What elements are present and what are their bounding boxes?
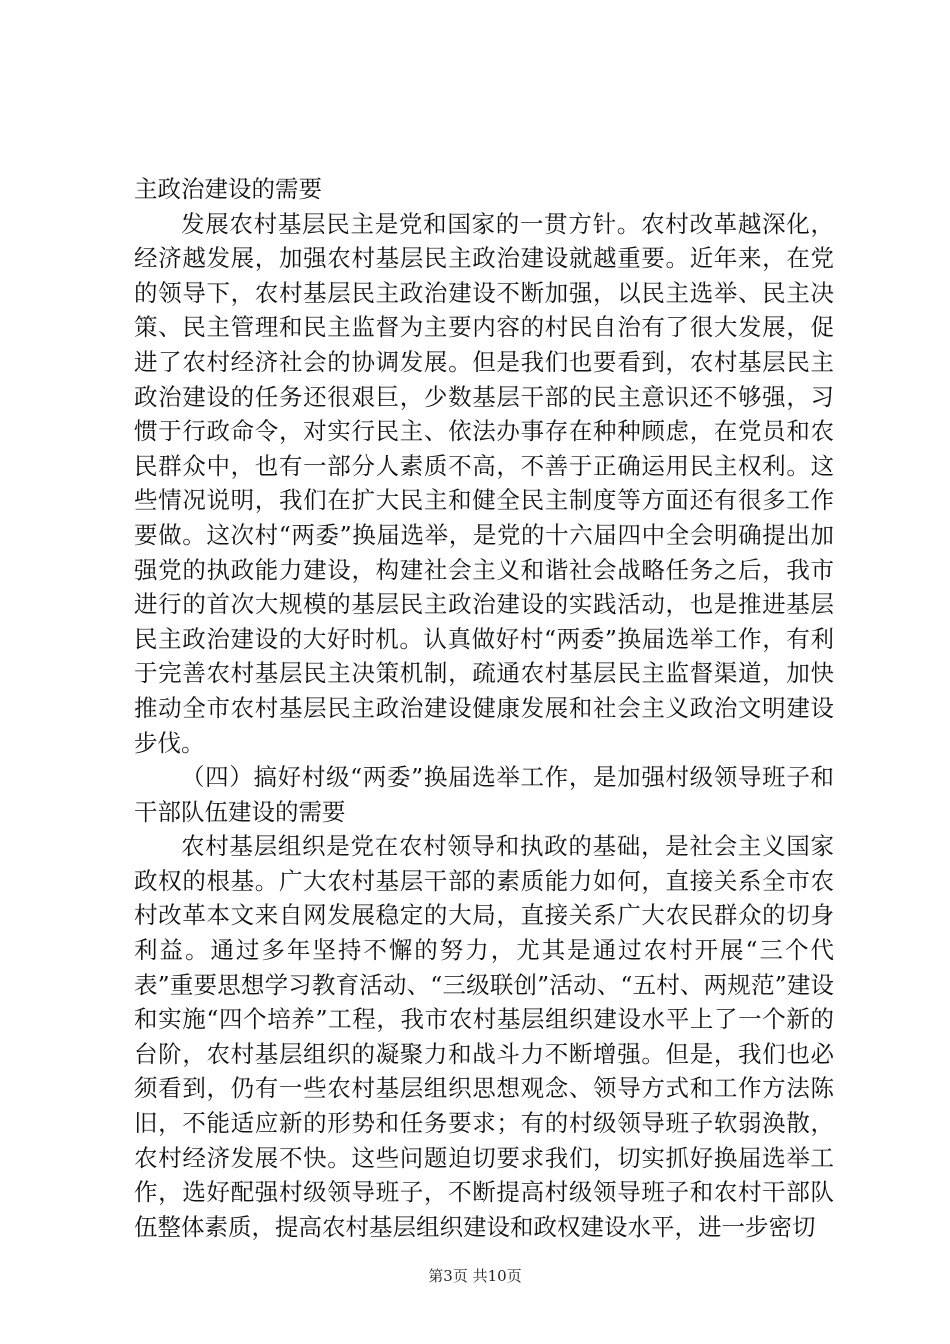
section-heading-four: （四）搞好村级“两委”换届选举工作，是加强村级领导班子和干部队伍建设的需要 <box>134 763 834 826</box>
paragraph-democracy: 发展农村基层民主是党和国家的一贯方针。农村改革越深化，经济越发展，加强农村基层民主政治建设就越重要。近年来，在党的领导下，农村基层民主政治建设不断加强，以民主选举、民主决策、民主管理和民主监督为主要内容的村民自治有了很大发展，促进了农村经济社会的协调发展。但是我们也要看到，农村基层民主政治建设的任务还很艰巨，少数基层干部的民主意识还不够强，习惯于行政命令，对实行民主、依法办事存在种种顾虑，在党员和农民群众中，也有一部分人素质不高，不善于正确运用民主权利。这些情况说明，我们在扩大民主和健全民主制度等方面还有很多工作要做。这次村“两委”换届选举，是党的十六届四中全会明确提出加强党的执政能力建设，构建社会主义和谐社会战略任务之后，我市进行的首次大规模的基层民主政治建设的实践活动，也是推进基层民主政治建设的大好时机。认真做好村“两委”换届选举工作，有利于完善农村基层民主决策机制，疏通农村基层民主监督渠道，加快推动全市农村基层民主政治建设健康发展和社会主义政治文明建设步伐。 <box>134 209 834 757</box>
page-number-footer: 第3页 共10页 <box>428 1267 522 1285</box>
paragraph-grassroots-organization: 农村基层组织是党在农村领导和执政的基础，是社会主义国家政权的根基。广大农村基层干部的素质能力如何，直接关系全市农村改革本文来自网发展稳定的大局，直接关系广大农民群众的切身利益。通过多年坚持不懈的努力，尤其是通过农村开展“三个代表”重要思想学习教育活动、“三级联创”活动、“五村、两规范”建设和实施“四个培养”工程，我市农村基层组织建设水平上了一个新的台阶，农村基层组织的凝聚力和战斗力不断增强。但是，我们也必须看到，仍有一些农村基层组织思想观念、领导方式和工作方法陈旧，不能适应新的形势和任务要求；有的村级领导班子软弱涣散，农村经济发展不快。这些问题迫切要求我们，切实抓好换届选举工作，选好配强村级领导班子，不断提高村级领导班子和农村干部队伍整体素质，提高农村基层组织建设和政权建设水平，进一步密切 <box>134 832 834 1241</box>
document-body <box>134 172 834 1244</box>
paragraph-continuation: 主政治建设的需要 <box>134 175 322 203</box>
